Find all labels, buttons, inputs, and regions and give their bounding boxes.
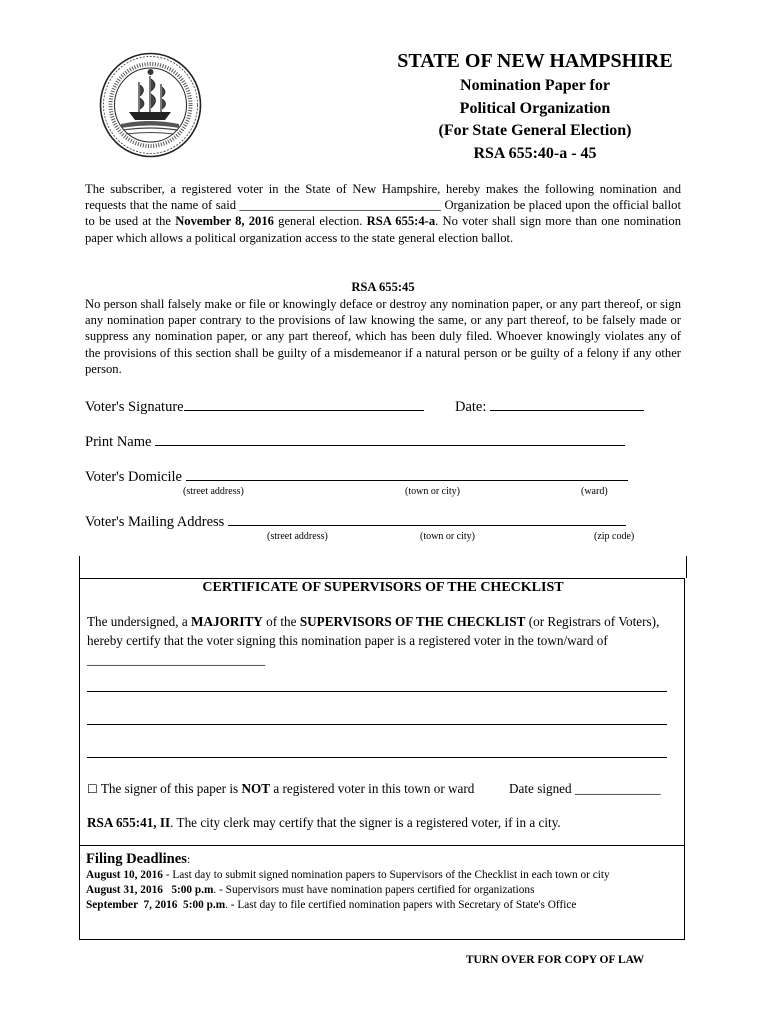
domicile-row (85, 467, 628, 486)
rsa-reference: RSA 655:4-a (366, 214, 436, 229)
not-emphasis: NOT (241, 781, 271, 796)
city-clerk-text: . The city clerk may certify that the signer is a registered voter, if in a city. (170, 815, 561, 830)
domicile-label: Voter's Domicile (85, 469, 182, 485)
form-title-line2: Political Organization (459, 99, 611, 117)
turn-over-note: TURN OVER FOR COPY OF LAW (465, 954, 645, 966)
print-name-label: Print Name (85, 434, 152, 450)
date-field[interactable] (490, 397, 644, 411)
election-date: November 8, 2016 (175, 214, 274, 229)
filing-deadlines-heading-row (86, 850, 682, 868)
voter-signature-field[interactable] (184, 397, 424, 411)
voter-signature-row (85, 397, 424, 416)
mailing-field[interactable] (228, 512, 626, 526)
intro-paragraph (85, 181, 681, 246)
deadline-1-text: - Last day to submit signed nomination papers to Supervisors of the Checklist in each town or city (162, 869, 610, 881)
deadline-1-date: August 10, 2016 (86, 869, 163, 881)
intro-text-1: The subscriber, a registered voter in the State of New Hampshire, hereby makes the following nomination and requests that the name of said (85, 182, 681, 213)
cert-majority: MAJORITY (191, 614, 263, 629)
voter-signature-label: Voter's Signature (85, 399, 184, 415)
deadline-2 (86, 883, 682, 898)
not-registered-checkbox[interactable]: ☐ (87, 782, 98, 796)
date-label: Date: (455, 399, 487, 415)
form-title-line1: Nomination Paper for (460, 77, 610, 94)
city-clerk-note (87, 813, 667, 832)
state-title: STATE OF NEW HAMPSHIRE (397, 50, 673, 72)
cert-text-1: The undersigned, a (87, 614, 191, 629)
filing-deadlines-colon: : (186, 852, 191, 866)
print-name-field[interactable] (155, 432, 625, 446)
mailing-town-caption: (town or city) (420, 531, 475, 542)
deadline-3-date: September 7, 2016 5:00 p.m (86, 898, 226, 911)
state-seal-icon (99, 52, 202, 158)
law-text: No person shall falsely make or file or knowingly deface or destroy any nomination paper, or any part thereof, or sign any nomination paper contrary to the provisions of law knowing the same, or any part thereof, to be falsely made or suppress any nomination paper, or any part thereof, which has been duly filed. Whoever knowingly violates any of the provisions of this section shall be guilty of a misdemeanor if a natural person or be guilty of a felony if any other person. (85, 297, 681, 376)
intro-text-2: Organization be placed upon the official ballot to be used at the (85, 198, 681, 229)
certificate-title: CERTIFICATE OF SUPERVISORS OF THE CHECKLIST (202, 580, 564, 595)
date-signed-label: Date signed (509, 781, 572, 796)
supervisor-signature-line-1[interactable] (87, 691, 667, 692)
intro-text-3: general election. (273, 214, 367, 229)
domicile-field[interactable] (186, 467, 628, 481)
town-ward-blank[interactable]: ___________________________ (87, 652, 266, 667)
not-registered-text-1: The signer of this paper is (97, 781, 242, 796)
law-heading: RSA 655:45 (351, 280, 415, 294)
filing-deadlines (86, 850, 682, 912)
mailing-street-caption: (street address) (267, 531, 328, 542)
title-block (380, 48, 690, 164)
domicile-town-caption: (town or city) (405, 486, 460, 497)
mailing-zip-caption: (zip code) (594, 531, 635, 542)
filing-deadlines-heading: Filing Deadlines (86, 851, 187, 867)
cert-supervisors: SUPERVISORS OF THE CHECKLIST (299, 614, 526, 629)
date-signed-field[interactable]: _____________ (574, 781, 661, 796)
certificate-box-top-edges (79, 556, 687, 578)
form-title-line3: (For State General Election) (438, 122, 632, 139)
date-row (455, 397, 644, 416)
domicile-street-caption: (street address) (183, 486, 244, 497)
supervisor-signature-line-2[interactable] (87, 724, 667, 725)
certificate-statement (87, 612, 667, 669)
cert-text-2: of the (262, 614, 300, 629)
not-registered-text-2: a registered voter in this town or ward (270, 781, 475, 796)
deadline-3 (86, 898, 682, 913)
cert-text-3: (or Registrars of Voters), hereby certify that the voter signing this nomination paper is a registered voter in the town/ward of (87, 614, 660, 648)
domicile-ward-caption: (ward) (581, 486, 608, 497)
deadline-1 (86, 868, 682, 883)
organization-name-blank[interactable]: ________________________________ (239, 198, 441, 213)
mailing-row (85, 512, 626, 531)
deadlines-divider (79, 845, 685, 846)
print-name-row (85, 432, 625, 451)
deadline-3-text: . - Last day to file certified nomination papers with Secretary of State's Office (225, 898, 577, 911)
mailing-label: Voter's Mailing Address (85, 514, 225, 530)
city-clerk-rsa: RSA 655:41, II (87, 815, 171, 830)
intro-text-4: . No voter shall sign more than one nomination paper which allows a political organization access to the state general election ballot. (85, 214, 681, 245)
deadline-2-date: August 31, 2016 5:00 p.m (86, 883, 214, 896)
form-title-line4: RSA 655:40-a - 45 (473, 144, 597, 162)
supervisor-signature-line-3[interactable] (87, 757, 667, 758)
date-signed-row (509, 779, 669, 798)
deadline-2-text: . - Supervisors must have nomination papers certified for organizations (213, 883, 535, 896)
